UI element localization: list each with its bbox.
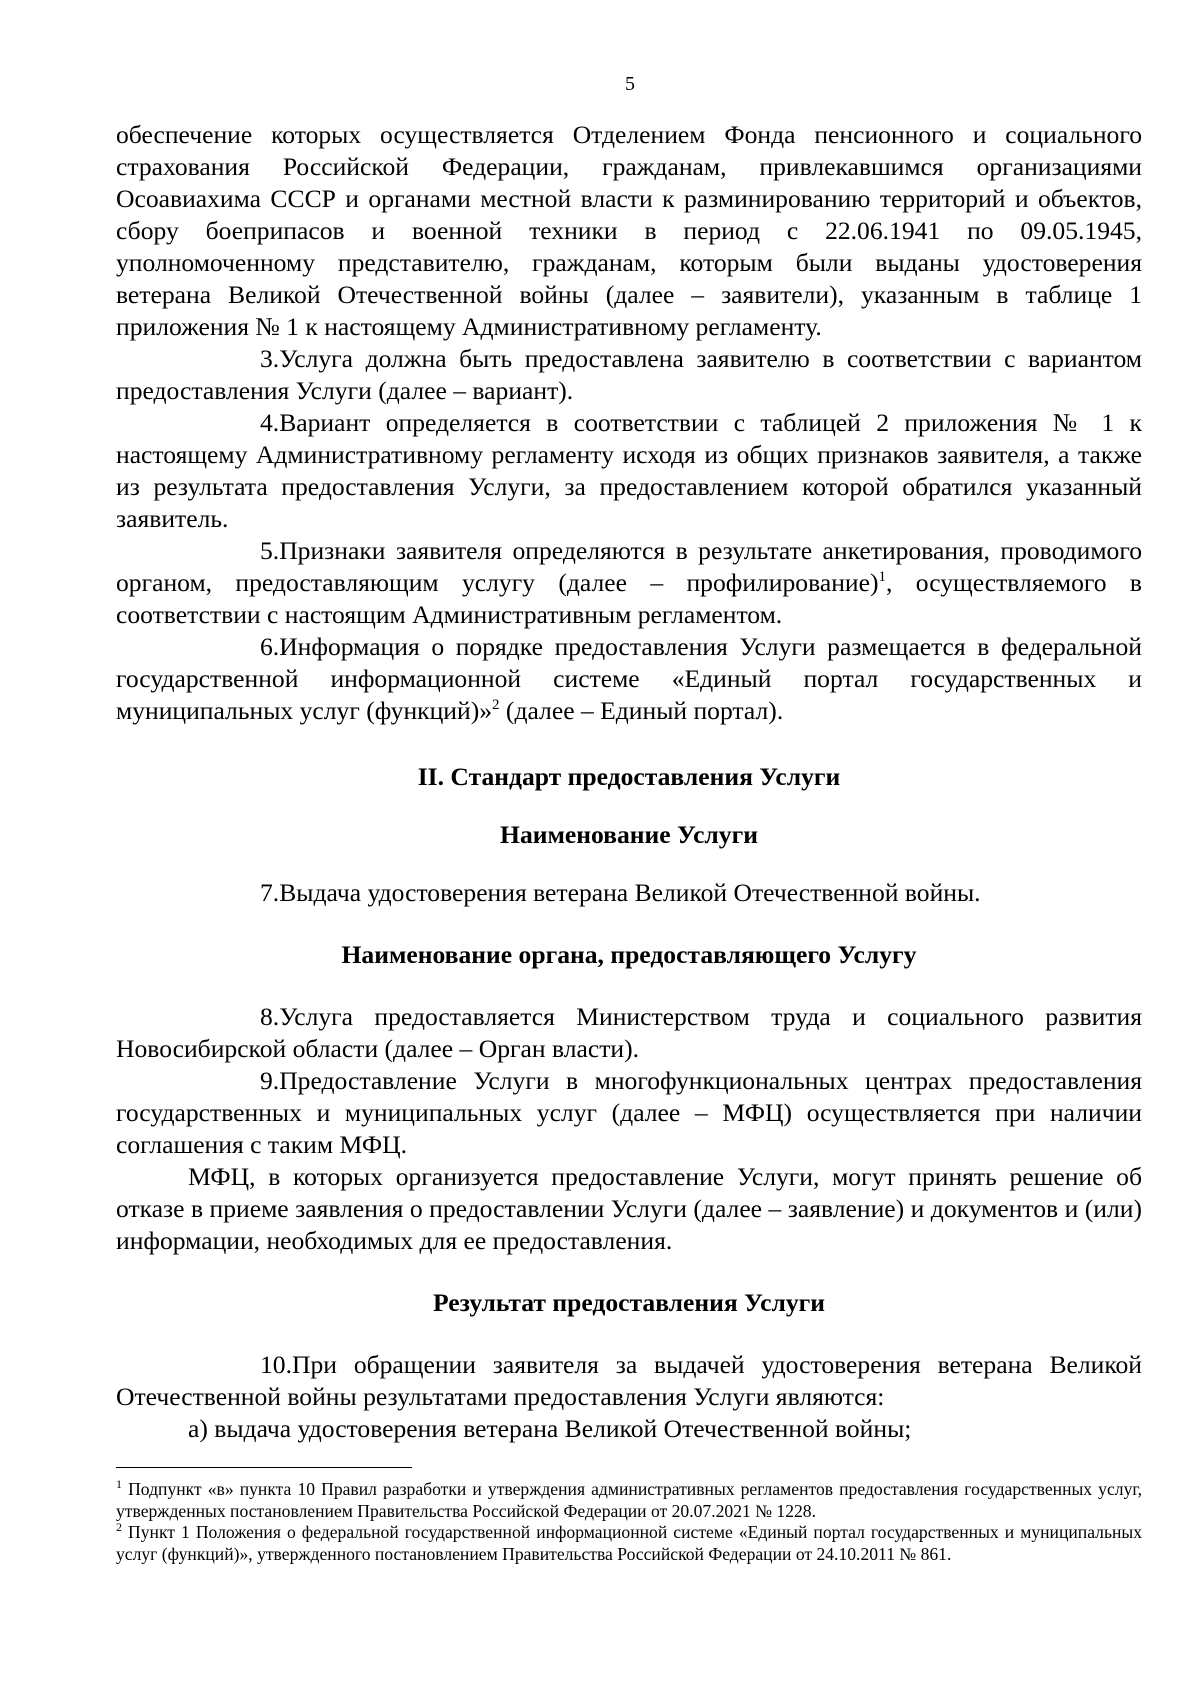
paragraph-5-text: Признаки заявителя определяются в результате анкетирования, проводимого органом, предоставляющим услугу (далее – профилирование) (116, 536, 1142, 597)
paragraph-8-text: Услуга предоставляется Министерством труда и социального развития Новосибирской области (далее – Орган власти). (116, 1002, 1142, 1063)
paragraph-8-number: 8. (260, 1002, 280, 1031)
footnote-1-mark: 1 (116, 1477, 122, 1491)
heading-result: Результат предоставления Услуги (432, 1288, 826, 1317)
heading-service-name: Наименование Услуги (500, 820, 758, 849)
paragraph-10-text: При обращении заявителя за выдачей удостоверения ветерана Великой Отечественной войны результатами предоставления Услуги являются: (116, 1350, 1142, 1411)
paragraph-3-text: Услуга должна быть предоставлена заявителю в соответствии с вариантом предоставления Услуги (далее – вариант). (116, 344, 1142, 405)
paragraph-10 (116, 1349, 1142, 1413)
spacer (116, 851, 1142, 877)
paragraph-9 (116, 1065, 1142, 1161)
footnote-separator (116, 1467, 412, 1468)
paragraph-7-text: Выдача удостоверения ветерана Великой Отечественной войны. (279, 878, 981, 907)
paragraph-7 (116, 877, 1142, 909)
footnotes (116, 1479, 1142, 1565)
paragraph-10-a: а) выдача удостоверения ветерана Великой Отечественной войны; (188, 1414, 912, 1443)
footnote-ref-2[interactable]: 2 (492, 697, 500, 713)
footnote-2-text: Пункт 1 Положения о федеральной государственной информационной системе «Единый портал государственных и муниципальных услуг (функций)», утвержденного постановлением Правительства Российской Федерации от 24.10.2011 № 861. (116, 1522, 1142, 1564)
spacer (116, 1257, 1142, 1287)
heading-section-ii: II. Стандарт предоставления Услуги (417, 762, 841, 791)
paragraph-4-number: 4. (260, 408, 280, 437)
paragraph-4-text: Вариант определяется в соответствии с таблицей 2 приложения № 1 к настоящему Административному регламенту исходя из общих признаков заявителя, а также из результата предоставления Услуги, за предоставлением которой обратился указанный заявитель. (116, 408, 1142, 533)
paragraph-4 (116, 407, 1142, 535)
paragraph-5-tail: , осуществляемого в соответствии с настоящим Административным регламентом. (116, 568, 1142, 629)
footnote-1 (116, 1479, 1142, 1522)
paragraph-6 (116, 631, 1142, 727)
paragraph-9-text: Предоставление Услуги в многофункциональных центрах предоставления государственных и муниципальных услуг (далее – МФЦ) осуществляется при наличии соглашения с таким МФЦ. (116, 1066, 1142, 1159)
paragraph-intro: обеспечение которых осуществляется Отделением Фонда пенсионного и социального страхования Российской Федерации, гражданам, привлекавшимся организациями Осоавиахима СССР и органами местной власти к разминированию территорий и объектов, сбору боеприпасов и военной техники в период с 22.06.1941 по 09.05.1945, уполномоченному представителю, гражданам, которым были выданы удостоверения ветерана Великой Отечественной войны (далее – заявители), указанным в таблице 1 приложения № 1 к настоящему Административному регламенту. (116, 120, 1142, 341)
spacer (116, 909, 1142, 939)
page-number: 5 (625, 73, 635, 95)
footnote-ref-1[interactable]: 1 (878, 569, 886, 585)
paragraph-9-number: 9. (260, 1066, 280, 1095)
footnote-2-mark: 2 (116, 1520, 122, 1534)
paragraph-8 (116, 1001, 1142, 1065)
paragraph-9-continued: МФЦ, в которых организуется предоставление Услуги, могут принять решение об отказе в приеме заявления о предоставлении Услуги (далее – заявление) и документов и (или) информации, необходимых для ее предоставления. (116, 1162, 1142, 1255)
paragraph-5-number: 5. (260, 536, 280, 565)
paragraph-6-text: Информация о порядке предоставления Услуги размещается в федеральной государственной информационной системе «Единый портал государственных и муниципальных услуг (функций)» (116, 632, 1142, 725)
paragraph-6-tail: (далее – Единый портал). (499, 696, 784, 725)
footnote-1-text: Подпункт «в» пункта 10 Правил разработки и утверждения административных регламентов предоставления государственных услуг, утвержденных постановлением Правительства Российской Федерации от 20.07.2021 № 1228. (116, 1479, 1142, 1521)
document-body (116, 119, 1142, 1445)
paragraph-3 (116, 343, 1142, 407)
footnote-2 (116, 1522, 1142, 1565)
spacer (116, 793, 1142, 819)
paragraph-10-number: 10. (260, 1350, 292, 1379)
heading-authority-name: Наименование органа, предоставляющего Услугу (341, 940, 917, 969)
paragraph-3-number: 3. (260, 344, 280, 373)
spacer (116, 727, 1142, 761)
paragraph-6-number: 6. (260, 632, 280, 661)
spacer (116, 1319, 1142, 1349)
paragraph-7-number: 7. (260, 878, 280, 907)
paragraph-5 (116, 535, 1142, 631)
spacer (116, 971, 1142, 1001)
